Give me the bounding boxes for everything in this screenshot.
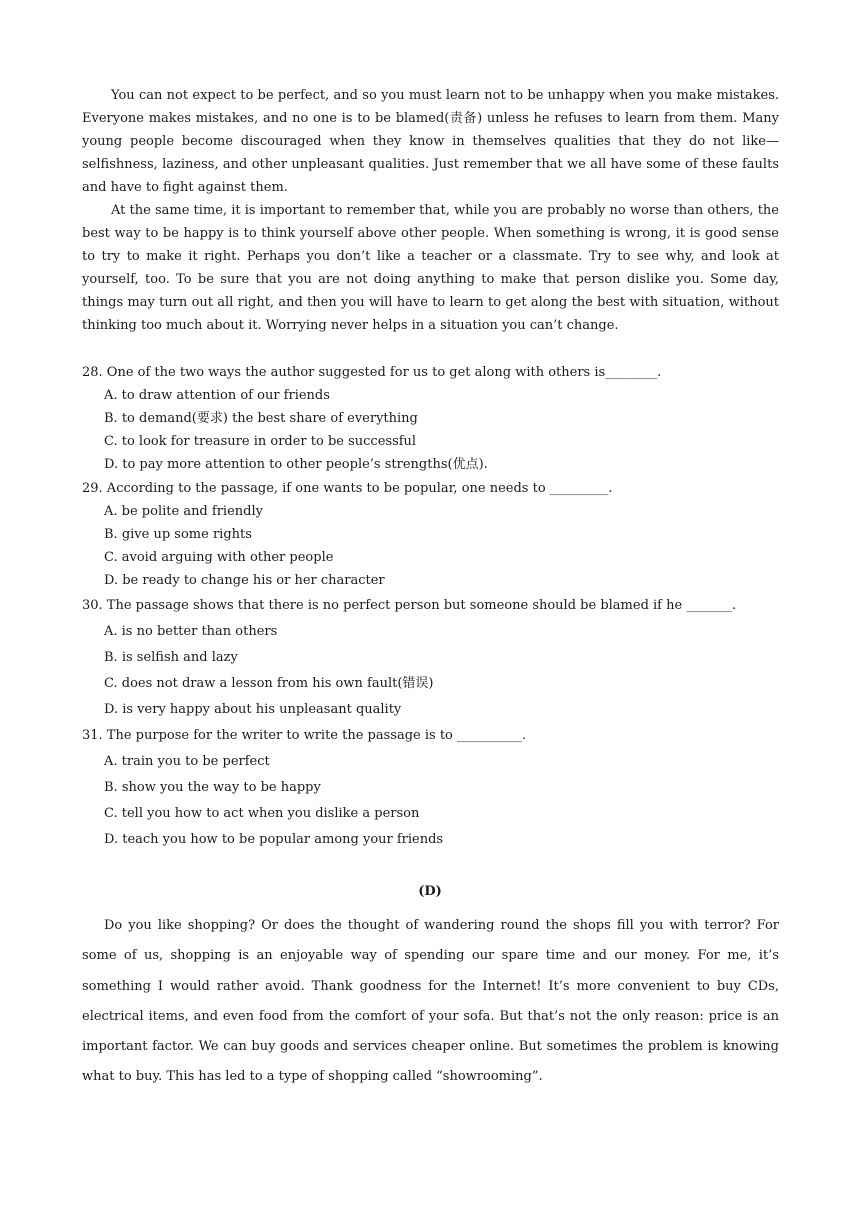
option-c: C. does not draw a lesson from his own fault(错误) [104,676,434,691]
option-a: A. to draw attention of our friends [104,388,330,403]
option-d: D. is very happy about his unpleasant quality [104,702,402,717]
option-b: B. is selfish and lazy [104,650,238,665]
question-stem: 30. The passage shows that there is no perfect person but someone should be blamed if he _______. [82,598,736,613]
option-a: A. is no better than others [104,624,278,639]
question-28 [82,361,779,476]
option-d: D. teach you how to be popular among your friends [104,832,444,847]
passage-d-paragraph: Do you like shopping? Or does the thought of wandering round the shops fill you with terror? For some of us, shopping is an enjoyable way of spending our spare time and our money. For me, it’s something I would rather avoid. Thank goodness for the Internet! It’s more convenient to buy CDs, electrical items, and even food from the comfort of your sofa. But that’s not the only reason: price is an important factor. We can buy goods and services cheaper online. But sometimes the problem is knowing what to buy. This has led to a type of shopping called “showrooming”. [82,918,779,1085]
question-stem: 28. One of the two ways the author suggested for us to get along with others is________. [82,365,662,380]
option-b: B. to demand(要求) the best share of everything [104,411,418,426]
option-b: B. give up some rights [104,527,252,542]
question-29 [82,477,779,592]
question-31 [82,723,779,853]
question-stem: 29. According to the passage, if one wants to be popular, one needs to _________. [82,481,613,496]
passage-c-paragraph-2: At the same time, it is important to remember that, while you are probably no worse than others, the best way to be happy is to think yourself above other people. When something is wrong, it is good sense to try to make it right. Perhaps you don’t like a teacher or a classmate. Try to see why, and look at yourself, too. To be sure that you are not doing anything to make that person dislike you. Some day, things may turn out all right, and then you will have to learn to get along the best with situation, without thinking too much about it. Worrying never helps in a situation you can’t change. [82,203,779,333]
option-d: D. be ready to change his or her character [104,573,385,588]
option-c: C. to look for treasure in order to be successful [104,434,417,449]
section-d-title: (D) [418,884,442,899]
option-c: C. tell you how to act when you dislike a person [104,806,420,821]
passage-c-paragraph-1: You can not expect to be perfect, and so you must learn not to be unhappy when you make mistakes. Everyone makes mistakes, and no one is to be blamed(责备) unless he refuses to learn from them. Many young people become discouraged when they know in themselves qualities that they do not like—selfishness, laziness, and other unpleasant qualities. Just remember that we all have some of these faults and have to fight against them. [82,88,779,195]
question-30 [82,593,779,723]
question-stem: 31. The purpose for the writer to write the passage is to __________. [82,728,527,743]
option-a: A. train you to be perfect [104,754,270,769]
option-a: A. be polite and friendly [104,504,263,519]
option-b: B. show you the way to be happy [104,780,321,795]
option-c: C. avoid arguing with other people [104,550,334,565]
option-d: D. to pay more attention to other people’s strengths(优点). [104,457,488,472]
